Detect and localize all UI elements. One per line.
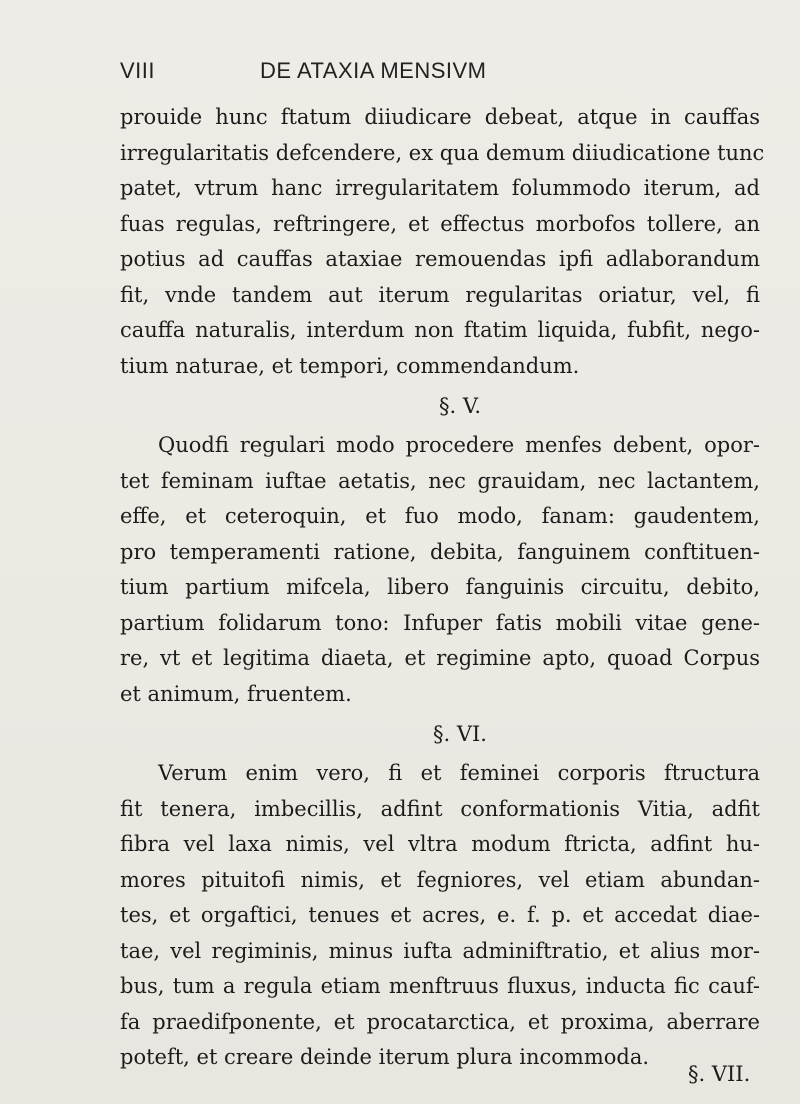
text-block: [120, 100, 765, 1076]
text-line: Verum enim vero, fi et feminei corporis ftructura: [158, 761, 760, 785]
section-6: [120, 712, 760, 1076]
catchword: §. VII.: [688, 1062, 751, 1086]
text-line: tes, et orgaftici, tenues et acres, e. f. p. et accedat diae-: [120, 903, 760, 927]
text-line: tae, vel regiminis, minus iufta adminiftratio, et alius mor-: [120, 938, 760, 963]
section-heading: §. V.: [438, 394, 482, 418]
text-line: tet feminam iuftae aetatis, nec grauidam, nec lactantem,: [120, 468, 760, 493]
text-line: et animum, fruentem.: [120, 681, 352, 706]
text-line: mores pituitofi nimis, et fegniores, vel etiam abundan-: [120, 867, 760, 892]
text-line: prouide hunc ftatum diiudicare debeat, atque in cauffas: [120, 105, 760, 129]
page-number: VIII: [120, 58, 156, 83]
text-line: patet, vtrum hanc irregularitatem folummodo iterum, ad: [120, 176, 760, 200]
text-line: poteft, et creare deinde iterum plura incommoda.: [120, 1045, 650, 1069]
text-line: bus, tum a regula etiam menftruus fluxus, inducta fic cauf-: [120, 974, 760, 998]
text-line: fa praedifponente, et procatarctica, et proxima, aberrare: [120, 1009, 760, 1034]
paragraph-intro: [120, 100, 765, 384]
section-5: [120, 384, 760, 712]
text-line: cauffa naturalis, interdum non ftatim liquida, fubfit, nego-: [120, 318, 760, 342]
text-line: re, vt et legitima diaeta, et regimine apto, quoad Corpus: [120, 646, 760, 670]
text-line: fit tenera, imbecillis, adfint conformationis Vitia, adfit: [120, 796, 760, 821]
text-line: fibra vel laxa nimis, vel vltra modum ftricta, adfint hu-: [120, 832, 760, 856]
running-head: [120, 58, 760, 88]
text-line: fuas regulas, reftringere, et effectus morbofos tollere, an: [120, 211, 760, 236]
text-line: fit, vnde tandem aut iterum regularitas oriatur, vel, fi: [120, 282, 760, 307]
text-line: irregularitatis defcendere, ex qua demum diiudicatione tunc: [120, 140, 765, 165]
text-line: effe, et ceteroquin, et fuo modo, fanam: gaudentem,: [120, 504, 760, 528]
text-line: pro temperamenti ratione, debita, fanguinem conftituen-: [120, 539, 760, 564]
text-line: partium folidarum tono: Infuper fatis mobili vitae gene-: [120, 610, 760, 635]
text-line: Quodfi regulari modo procedere menfes debent, opor-: [158, 433, 760, 457]
text-line: potius ad cauffas ataxiae remouendas ipfi adlaborandum: [120, 247, 760, 271]
section-heading: §. VI.: [433, 722, 487, 746]
text-line: tium partium mifcela, libero fanguinis circuitu, debito,: [120, 575, 760, 599]
text-line: tium naturae, et tempori, commendandum.: [120, 353, 580, 378]
running-title: DE ATAXIA MENSIVM: [260, 58, 487, 83]
